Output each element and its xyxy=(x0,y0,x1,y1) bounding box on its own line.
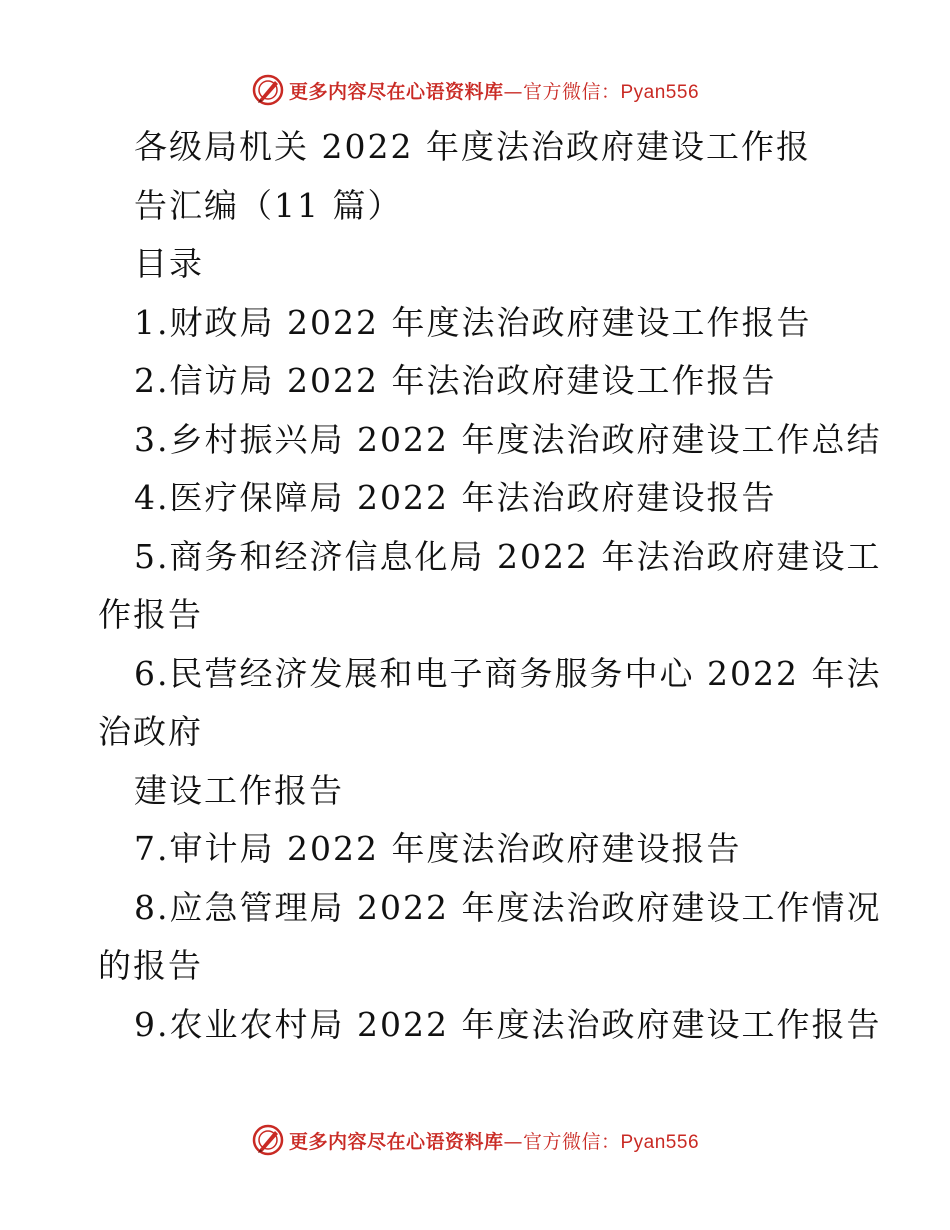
watermark-id: Pyan556 xyxy=(620,1131,700,1153)
watermark-text xyxy=(289,1127,699,1154)
watermark-sub: 官方微信： xyxy=(522,80,621,103)
document-title-line-2: 告汇编（11 篇） xyxy=(134,185,403,225)
watermark-dash: — xyxy=(503,80,523,103)
toc-item-6-continued: 治政府 xyxy=(98,712,203,751)
pen-logo-icon xyxy=(251,1123,285,1157)
toc-item-7: 7.审计局 2022 年度法治政府建设报告 xyxy=(134,829,742,868)
watermark-footer xyxy=(0,1123,950,1157)
watermark-sub: 官方微信： xyxy=(522,1130,621,1153)
document-title-line-1: 各级局机关 2022 年度法治政府建设工作报 xyxy=(134,127,811,166)
toc-item-4: 4.医疗保障局 2022 年法治政府建设报告 xyxy=(134,478,777,517)
watermark-id: Pyan556 xyxy=(620,81,700,103)
watermark-dash: — xyxy=(503,1130,523,1153)
toc-item-9: 9.农业农村局 2022 年度法治政府建设工作报告 xyxy=(134,1004,882,1044)
toc-item-5: 5.商务和经济信息化局 2022 年法治政府建设工 xyxy=(134,536,882,576)
toc-heading: 目录 xyxy=(134,244,204,283)
toc-item-8: 8.应急管理局 2022 年度法治政府建设工作情况 xyxy=(134,887,882,927)
toc-item-8-continued: 的报告 xyxy=(98,946,203,985)
watermark-text xyxy=(289,77,699,104)
watermark-header xyxy=(0,73,950,107)
toc-item-2: 2.信访局 2022 年法治政府建设工作报告 xyxy=(134,361,777,400)
watermark-main: 更多内容尽在心语资料库 xyxy=(288,1130,504,1153)
toc-item-3: 3.乡村振兴局 2022 年度法治政府建设工作总结 xyxy=(134,419,882,459)
watermark-main: 更多内容尽在心语资料库 xyxy=(288,80,504,103)
document-body xyxy=(98,118,882,1054)
toc-item-6: 6.民营经济发展和电子商务服务中心 2022 年法 xyxy=(134,653,882,693)
toc-item-1: 1.财政局 2022 年度法治政府建设工作报告 xyxy=(134,302,812,342)
toc-item-5-continued: 作报告 xyxy=(98,595,203,634)
toc-item-6-continued-2: 建设工作报告 xyxy=(134,770,344,810)
pen-logo-icon xyxy=(251,73,285,107)
